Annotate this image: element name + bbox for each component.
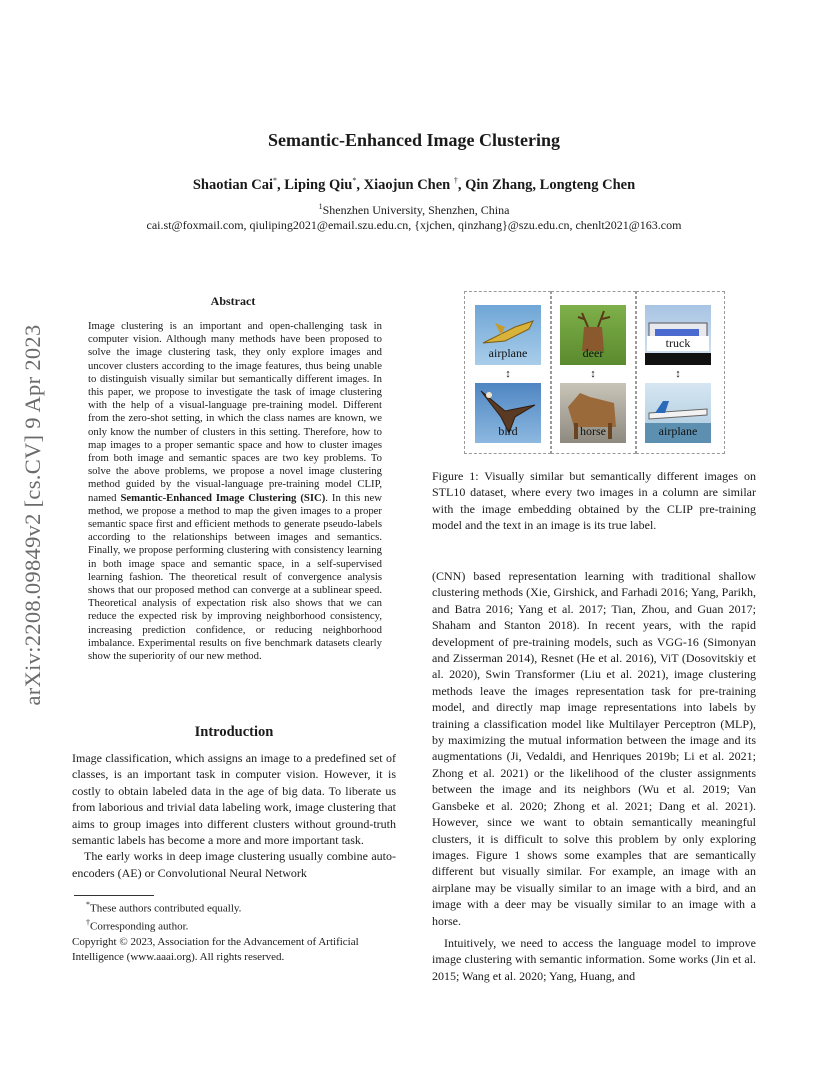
footnote-2-text: Corresponding author. xyxy=(90,921,189,934)
footnote-2 xyxy=(72,916,396,934)
similarity-arrow-2: ↕ xyxy=(590,368,596,380)
affiliation-mark: 1 xyxy=(318,202,323,211)
label-airplane: airplane xyxy=(488,346,528,360)
label-truck: truck xyxy=(647,336,709,351)
abstract-text-b: . In this new method, we propose a method to map the given images to a proper semantic space first and efficient methods to generate pseudo-labels according to the relationships between images and semantics. Finally, we propose performing clustering with consistency learning in both image space and semantic space, in a self-supervised learning fashion. The theoretical result of convergence analysis shows that our proposed method can converge at a sublinear speed. Theoretical analysis of expectation risk also shows that we can reduce the expected risk by improving neighborhood consistency, increasing prediction confidence, or reducing neighborhood imbalance. Experimental results on five benchmark datasets clearly show the superiority of our new method. xyxy=(88,491,382,663)
paper-title: Semantic-Enhanced Image Clustering xyxy=(268,130,560,150)
author-3: Xiaojun Chen xyxy=(363,176,451,193)
corresponding-author-mark: † xyxy=(453,176,458,185)
footnote-rule xyxy=(74,895,154,896)
footnote-1-mark: * xyxy=(86,900,90,909)
truck-illustration xyxy=(645,305,711,365)
introduction-heading: Introduction xyxy=(194,724,274,740)
right-column-body xyxy=(432,568,756,984)
author-emails: cai.st@foxmail.com, qiuliping2021@email.szu.edu.cn, {xjchen, qinzhang}@szu.edu.cn, chenlt2021@163.com xyxy=(146,218,682,232)
affiliation-text: Shenzhen University, Shenzhen, China xyxy=(322,203,510,217)
intro-paragraph-2: The early works in deep image clustering usually combine auto-encoders (AE) or Convolutional Neural Network xyxy=(72,849,396,880)
deer-image xyxy=(560,305,626,365)
similarity-arrow-1: ↕ xyxy=(505,368,511,380)
right-paragraph-2: Intuitively, we need to access the language model to improve image clustering with semantic information. Some works (Jin et al. 2015; Wang et al. 2020; Yang, Huang, and xyxy=(432,935,756,983)
author-2: Liping Qiu xyxy=(284,176,353,193)
abstract-text-a: Image clustering is an important and open-challenging task in computer vision. Although many methods have been proposed to solve the image clustering task, they only explore images and uncover clusters according to the image features, thus being unable to distinguish visually similar but semantically different images. In this paper, we propose to investigate the task of image clustering with the help of a visual-language pre-training model. Different from the zero-shot setting, in which the class names are known, we only know the number of clusters in this setting. Therefore, how to map images to a proper semantic space and how to cluster images from both image and semantic spaces are two key problems. To solve the above problems, we propose a novel image clustering method guided by the visual-language pre-training model CLIP, named xyxy=(88,320,382,504)
abstract-body xyxy=(88,320,382,663)
affiliation xyxy=(0,202,828,218)
equal-contribution-mark-2: * xyxy=(352,176,357,185)
figure-1 xyxy=(464,291,725,456)
arxiv-sidebar xyxy=(18,290,48,740)
label-bird: bird xyxy=(498,424,518,438)
introduction-body xyxy=(72,750,396,881)
arxiv-identifier: arXiv:2208.09849v2 [cs.CV] 9 Apr 2023 xyxy=(20,324,45,706)
figure-1-caption: Figure 1: Visually similar but semantically different images on STL10 dataset, where every two images in a column are similar with the image embedding obtained by the CLIP pre-training model and the text in an image is its true label. xyxy=(432,469,756,533)
similarity-arrow-3: ↕ xyxy=(675,368,681,380)
footnote-1-text: These authors contributed equally. xyxy=(90,902,242,915)
author-1: Shaotian Cai xyxy=(192,176,274,193)
horse-image xyxy=(560,383,626,443)
footnote-1 xyxy=(72,898,396,916)
seaplane-image xyxy=(645,383,711,443)
label-airplane-2: airplane xyxy=(658,424,698,438)
footnotes xyxy=(72,898,396,965)
equal-contribution-mark: * xyxy=(273,176,278,185)
method-name: Semantic-Enhanced Image Clustering (SIC) xyxy=(120,491,326,504)
intro-paragraph-1: Image classification, which assigns an image to a predefined set of classes, is an important task in computer vision. However, it is costly to obtain labeled data in the age of big data. To liberate us from laborious and trivial data labeling work, image clustering that aims to group images into different clusters without ground-truth semantic labels has become a more and more important task. xyxy=(72,751,396,848)
bird-image xyxy=(475,383,541,443)
label-horse: horse xyxy=(580,424,606,438)
label-deer: deer xyxy=(582,346,604,360)
other-authors: , Qin Zhang, Longteng Chen xyxy=(457,176,636,193)
abstract-heading: Abstract xyxy=(210,294,256,308)
author-list: Shaotian Cai*, Liping Qiu*, Xiaojun Chen †, Qin Zhang, Longteng Chen xyxy=(192,176,636,193)
footnote-2-mark: † xyxy=(86,918,90,928)
copyright-notice: Copyright © 2023, Association for the Advancement of Artificial Intelligence (www.aaai.org). All rights reserved. xyxy=(72,935,359,963)
truck-image xyxy=(645,305,711,365)
right-paragraph-1: (CNN) based representation learning with traditional shallow clustering methods (Xie, Girshick, and Farhadi 2016; Yang, Parikh, and Batra 2016; Yang et al. 2017; Tian, Zhou, and Guan 2017; Shaham and Stanton 2018). In recent years, with the rapid development of pre-training models, such as VGG-16 (Simonyan and Zisserman 2014), Resnet (He et al. 2016), ViT (Dosovitskiy et al. 2020), Swin Transformer (Liu et al. 2021), image clustering methods leave the images representation task for pre-training model, and directly map image representations into labels by training a classification model like Multilayer Perceptron (MLP), by maximizing the mutual information between the image and its augmentations (Ji, Vedaldi, and Henriques 2019b; Li et al. 2021; Zhong et al. 2021) or the likelihood of the cluster assignments between the image and its neighbors (Wu et al. 2019; Van Gansbeke et al. 2020; Zhong et al. 2021; Dang et al. 2021). However, since we want to obtain semantically meaningful clusters, it is difficult to solve this problem by only exploring images. Figure 1 shows some examples that are semantically different but visually similar. For example, an image with an airplane may be visually similar to an image with a bird, and an image with a deer may be visually similar to an image with a horse. xyxy=(432,569,756,928)
airplane-image xyxy=(475,305,541,365)
